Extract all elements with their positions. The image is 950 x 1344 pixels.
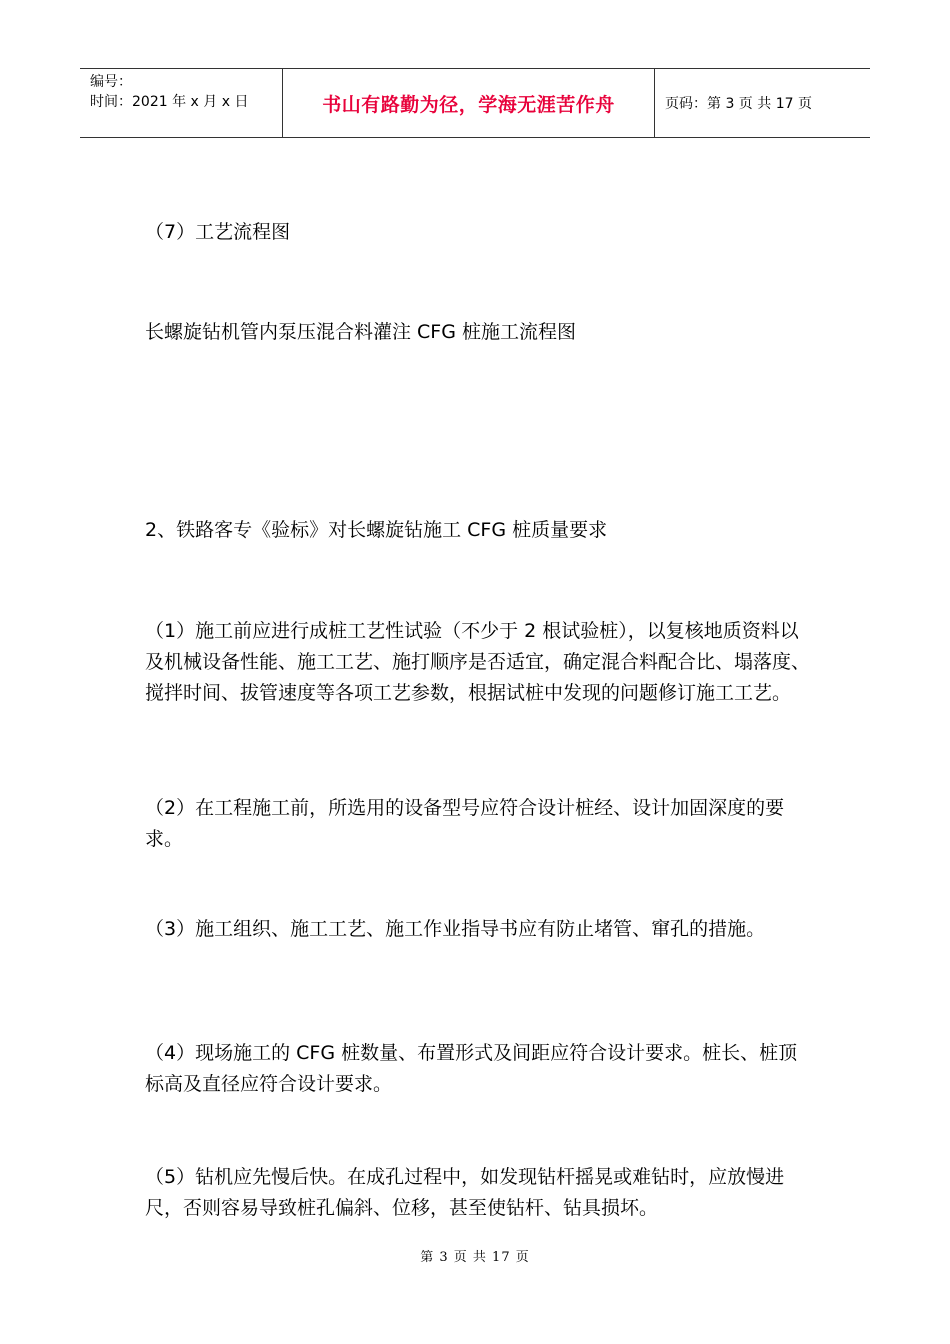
page-header xyxy=(80,68,870,138)
header-meta xyxy=(80,69,282,137)
header-motto: 书山有路勤为径，学海无涯苦作舟 xyxy=(322,93,615,116)
header-page-number: 页码：第 3 页 共 17 页 xyxy=(665,96,812,112)
requirement-item-5: （5）钻机应先慢后快。在成孔过程中，如发现钻杆摇晃或难钻时，应放慢进尺，否则容易导致桩孔偏斜、位移，甚至使钻杆、钻具损坏。 xyxy=(145,1166,785,1219)
section-quality-requirements: 2、铁路客专《验标》对长螺旋钻施工 CFG 桩质量要求 xyxy=(145,519,608,541)
document-date-label: 时间：2021 年 x 月 x 日 xyxy=(90,94,249,110)
flow-chart-title: 长螺旋钻机管内泵压混合料灌注 CFG 桩施工流程图 xyxy=(145,321,576,343)
heading-process-flow: （7）工艺流程图 xyxy=(145,221,291,243)
requirement-item-2: （2）在工程施工前，所选用的设备型号应符合设计桩经、设计加固深度的要求。 xyxy=(145,797,785,850)
header-motto-cell xyxy=(282,69,655,137)
page-footer: 第 3 页 共 17 页 xyxy=(420,1250,530,1265)
requirement-item-3: （3）施工组织、施工工艺、施工作业指导书应有防止堵管、窜孔的措施。 xyxy=(145,918,766,940)
header-page-cell xyxy=(655,69,870,137)
document-number-label: 编号： xyxy=(90,74,132,90)
requirement-item-1: （1）施工前应进行成桩工艺性试验（不少于 2 根试验桩），以复核地质资料以及机械设备性能、施工工艺、施打顺序是否适宜，确定混合料配合比、塌落度、搅拌时间、拔管速度等各项工艺参数，根据试桩中发现的问题修订施工工艺。 xyxy=(145,620,811,704)
requirement-item-4: （4）现场施工的 CFG 桩数量、布置形式及间距应符合设计要求。桩长、桩顶标高及直径应符合设计要求。 xyxy=(145,1042,798,1095)
